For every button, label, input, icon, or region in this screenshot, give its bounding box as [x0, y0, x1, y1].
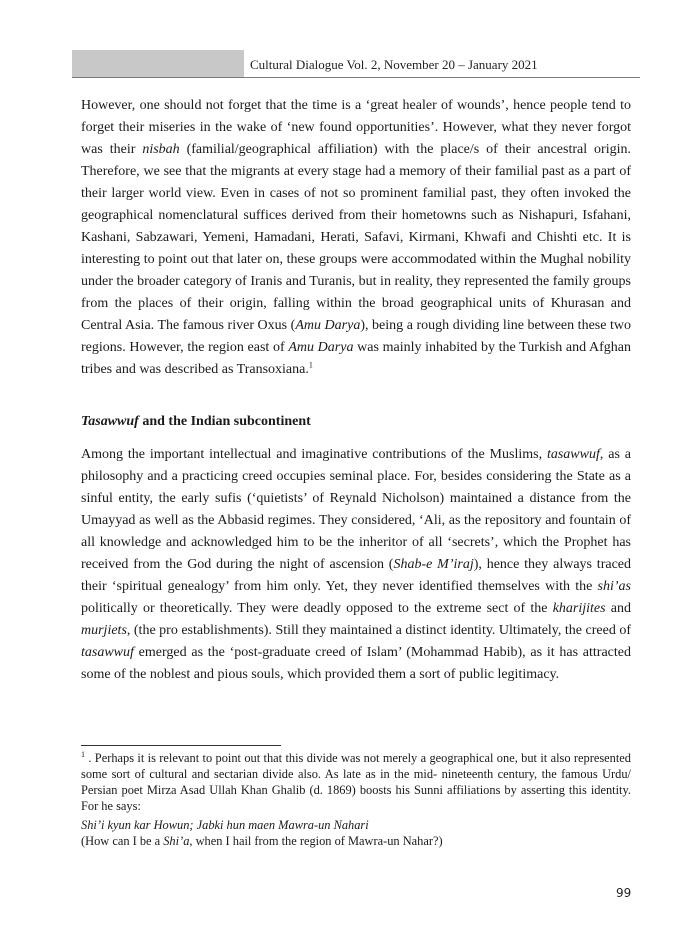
header-gray-block: [72, 50, 244, 78]
running-header: Cultural Dialogue Vol. 2, November 20 – January 2021: [250, 57, 538, 72]
footnote-rule: [81, 745, 281, 746]
p1-text-a: However, one should not forget that the time is a ‘great healer of wounds’, hence people tend to forget their miseries in the wake of ‘new found opportunities’. However, what they never forgot was their: [81, 98, 631, 157]
p1-text-c: ), being a rough dividing line between these two regions. However, the region east of: [81, 318, 631, 355]
translation-a: (How can I be a: [81, 834, 164, 848]
term-shia: Shi’a: [163, 834, 190, 848]
footnote-reference[interactable]: 1: [308, 360, 313, 370]
p1-text-d: was mainly inhabited by the Turkish and Afghan tribes and was described as Transoxiana.: [81, 340, 632, 377]
term-amu-darya: Amu Darya: [288, 340, 354, 355]
header-rule: [72, 77, 640, 78]
term-murjiets: murjiets: [81, 623, 127, 638]
p2-text-d: politically or theoretically. They were deadly opposed to the extreme sect of the: [81, 601, 553, 616]
footnote-text: . Perhaps it is relevant to point out that this divide was not merely a geographical one, but it also represented some sort of cultural and sectarian divide also. As late as in the mid- nineteenth century, the famous Urdu/ Persian poet Mirza Asad Ullah Khan Ghalib (d. 1869) boosts his Sunni affiliations by asserting this identity. For he says:: [81, 751, 631, 813]
term-shias: shi’as: [597, 579, 631, 594]
footnote: [81, 750, 631, 814]
p2-text-g: emerged as the ‘post-graduate creed of Islam’ (Mohammad Habib), as it has attracted some of the noblest and pious souls, which provided them a sort of public legitimacy.: [81, 645, 631, 682]
p2-text-b: , as a philosophy and a practicing creed occupies seminal place. For, besides considering the State as a sinful entity, the early sufis (‘quietists’ of Reynald Nicholson) maintained a distance from the Umayyad as well as the Abbasid regimes. They considered, ‘Ali, as the repository and fountain of all knowledge and acknowledged him to be the inheritor of all ‘secrets’, which the Prophet has received from the God during the night of ascension (: [81, 447, 631, 572]
p2-text-c: ), hence they always traced their ‘spiritual genealogy’ from him only. Yet, they never identified themselves with the: [81, 557, 631, 594]
section-heading: [81, 414, 631, 430]
p1-text-b: (familial/geographical affiliation) with the place/s of their ancestral origin. Therefore, we see that the migrants at every stage had a memory of their familial past as a part of their larger world view. Even in cases of not so prominent familial past, they often invoked the geographical nomenclatural suffices derived from their hometowns such as Nishapuri, Isfahani, Kashani, Sabzawari, Yemeni, Hamadani, Herati, Safavi, Kirmani, Khwafi and Chishti etc. It is interesting to point out that later on, these groups were accommodated within the Mughal nobility under the broader category of Iranis and Turanis, but in reality, they represented the family groups from the places of their origin, falling within the broad geographical units of Khurasan and Central Asia. The famous river Oxus (: [81, 142, 631, 333]
term-tasawwuf: tasawwuf: [546, 447, 600, 462]
translation-b: , when I hail from the region of Mawra-un Nahar?): [189, 834, 443, 848]
verse-text: Shi’i kyun kar Howun; Jabki hun maen Mawra-un Nahari: [81, 818, 369, 832]
paragraph-2: [81, 444, 631, 686]
heading-rest: and the Indian subcontinent: [138, 414, 311, 429]
footnote-translation: [81, 833, 631, 849]
p2-text-a: Among the important intellectual and imaginative contributions of the Muslims,: [81, 447, 547, 462]
term-tasawwuf: tasawwuf: [81, 645, 134, 660]
footnote-verse: [81, 817, 631, 833]
footnote-number: 1: [81, 749, 85, 759]
term-amu-darya: Amu Darya: [295, 318, 361, 333]
term-nisbah: nisbah: [142, 142, 180, 157]
term-kharijites: kharijites: [552, 601, 606, 616]
page-number: 99: [616, 886, 632, 900]
p2-text-f: , (the pro establishments). Still they maintained a distinct identity. Ultimately, the creed of: [126, 623, 631, 638]
term-shab-e-miraj: Shab-e M’iraj: [393, 557, 474, 572]
heading-term: Tasawwuf: [81, 414, 139, 429]
paragraph-1: [81, 95, 631, 381]
p2-text-e: and: [605, 601, 631, 616]
